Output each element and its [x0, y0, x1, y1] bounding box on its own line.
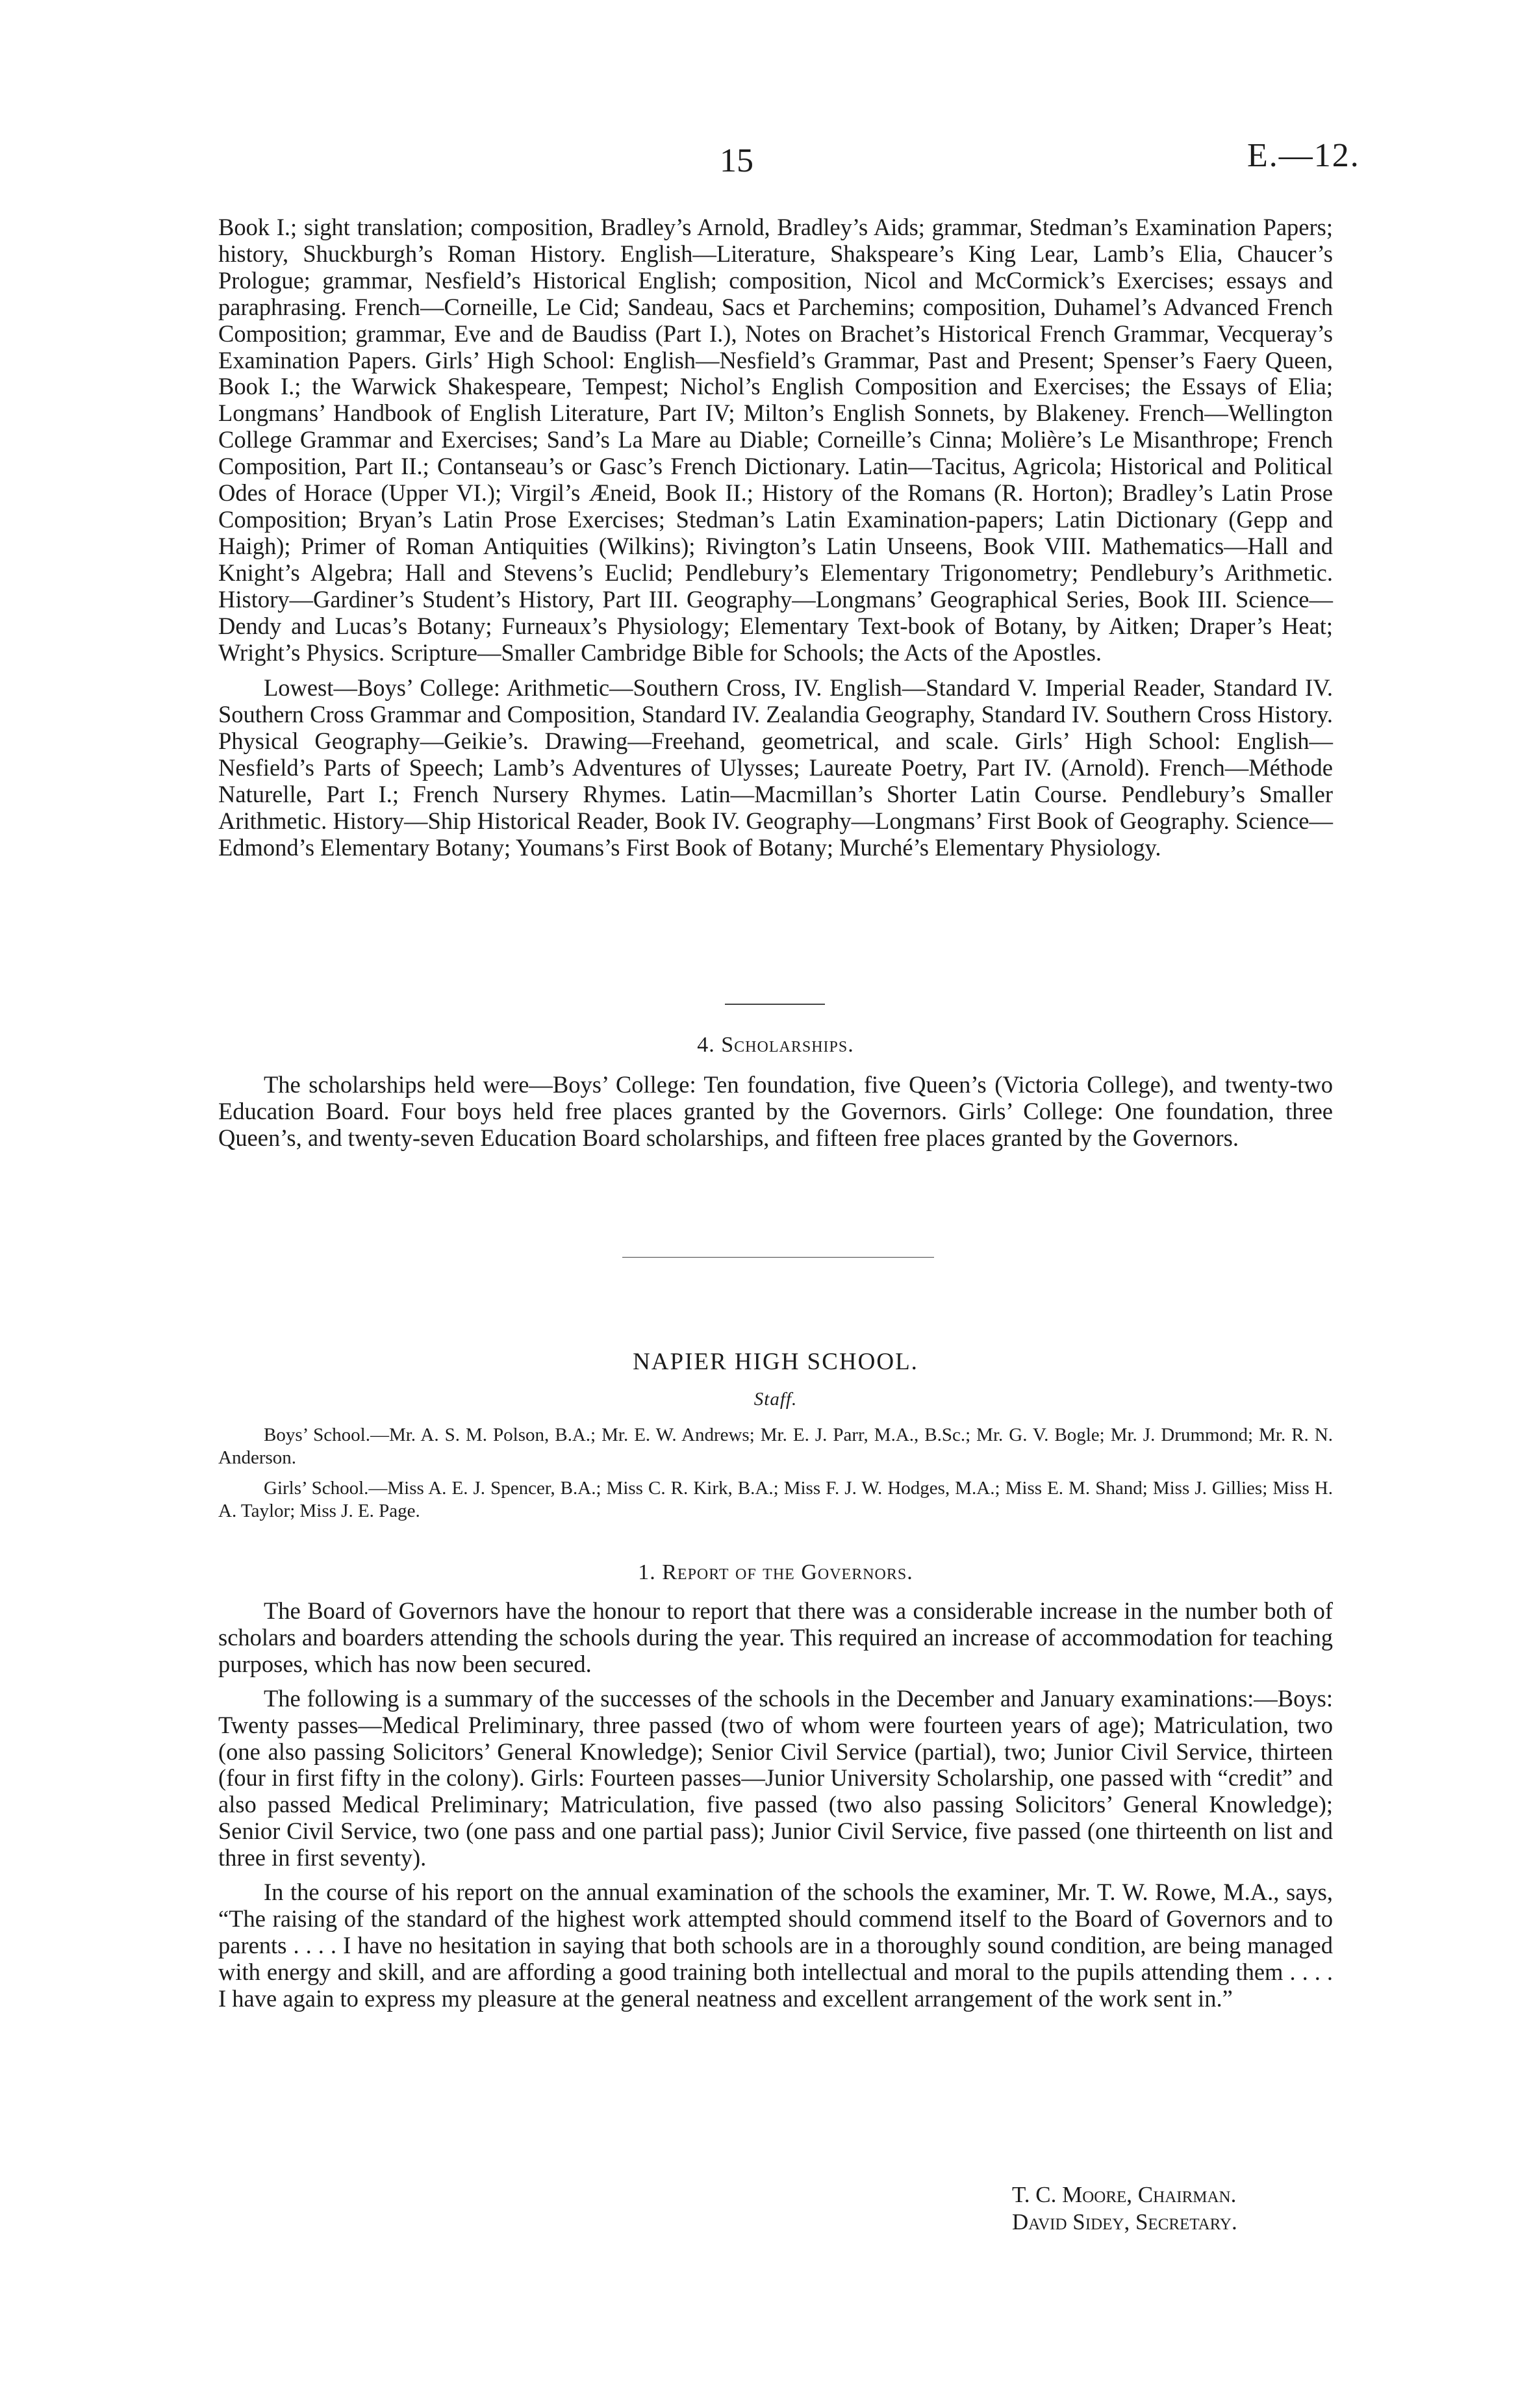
report-paragraph-2: The following is a summary of the successes of the schools in the December and January examinations:—Boys: Twenty passes—Medical Preliminary, three passed (two of whom were fourteen years of age); Matriculation, two (one also passing Solicitors’ General Knowledge); Senior Civil Service (partial), two; Junior Civil Service, thirteen (four in first fifty in the colony). Girls: Fourteen passes—Junior University Scholarship, one passed with “credit” and also passed Medical Preliminary; Matriculation, five passed (two also passing Solicitors’ General Knowledge); Senior Civil Service, two (one pass and one partial pass); Junior Civil Service, five passed (one thirteenth on list and three in first seventy). — [218, 1684, 1333, 1871]
continuation-section — [218, 214, 1333, 861]
continuation-paragraph-2: Lowest—Boys’ College: Arithmetic—Southern Cross, IV. English—Standard V. Imperial Reader, Standard IV. Southern Cross Grammar and Composition, Standard IV. Zealandia Geography, Standard IV. Southern Cross History. Physical Geography—Geikie’s. Drawing—Freehand, geometrical, and scale. Girls’ High School: English—Nesfield’s Parts of Speech; Lamb’s Adventures of Ulysses; Laureate Poetry, Part IV. (Arnold). French—Méthode Naturelle, Part I.; French Nursery Rhymes. Latin—Macmillan’s Shorter Latin Course. Pendlebury’s Smaller Arithmetic. History—Ship Historical Reader, Book IV. Geography—Longmans’ First Book of Geography. Science—Edmond’s Elementary Botany; Youmans’s First Book of Botany; Murché’s Elementary Physiology. — [218, 674, 1333, 861]
report-section — [218, 1598, 1333, 2012]
report-heading: 1. Report of the Governors. — [638, 1560, 913, 1584]
report-paragraph-1: The Board of Governors have the honour to report that there was a considerable increase in the number both of scholars and boarders attending the schools during the year. This required an increase of accommodation for teaching purposes, which has now been secured. — [218, 1597, 1333, 1677]
scholarships-heading: 4. Scholarships. — [697, 1033, 854, 1057]
report-paragraph-3: In the course of his report on the annual examination of the schools the examiner, Mr. T. W. Rowe, M.A., says, “The raising of the standard of the highest work attempted should commend itself to the Board of Governors and to parents . . . . I have no hesitation in saying that both schools are in a thoroughly sound condition, are being managed with energy and skill, and are affording a good training both intellectual and moral to the pupils attending them . . . . I have again to express my pleasure at the general neatness and excellent arrangement of the work sent in.” — [218, 1879, 1333, 2012]
scholarships-text: The scholarships held were—Boys’ College: Ten foundation, five Queen’s (Victoria College), and twenty-two Education Board. Four boys held free places granted by the Governors. Girls’ College: One foundation, three Queen’s, and twenty-seven Education Board scholarships, and fifteen free places granted by the Governors. — [218, 1071, 1333, 1151]
section-divider-long — [622, 1257, 934, 1258]
page-reference: E.—12. — [1247, 137, 1360, 174]
staff-section — [218, 1424, 1333, 1523]
signature-chairman: T. C. Moore, Chairman. — [1012, 2182, 1237, 2207]
signature-secretary: David Sidey, Secretary. — [1012, 2209, 1237, 2235]
school-title: NAPIER HIGH SCHOOL. — [633, 1349, 918, 1375]
boys-school-staff: Boys’ School.—Mr. A. S. M. Polson, B.A.; Mr. E. W. Andrews; Mr. E. J. Parr, M.A., B.Sc.; Mr. G. V. Bogle; Mr. J. Drummond; Mr. R. N. Anderson. — [218, 1425, 1333, 1468]
staff-heading: Staff. — [753, 1389, 798, 1410]
continuation-paragraph-1: Book I.; sight translation; composition, Bradley’s Arnold, Bradley’s Aids; grammar, Stedman’s Examination Papers; history, Shuckburgh’s Roman History. English—Literature, Shakspeare’s King Lear, Lamb’s Elia, Chaucer’s Prologue; grammar, Nesfield’s Historical English; composition, Nicol and McCormick’s Exercises; essays and paraphrasing. French—Corneille, Le Cid; Sandeau, Sacs et Parchemins; composition, Duhamel’s Advanced French Composition; grammar, Eve and de Baudiss (Part I.), Notes on Brachet’s Historical French Grammar, Vecqueray’s Examination Papers. Girls’ High School: English—Nesfield’s Grammar, Past and Present; Spenser’s Faery Queen, Book I.; the Warwick Shakespeare, Tempest; Nichol’s English Composition and Exercises; the Essays of Elia; Longmans’ Handbook of English Literature, Part IV; Milton’s English Sonnets, by Blakeney. French—Wellington College Grammar and Exercises; Sand’s La Mare au Diable; Corneille’s Cinna; Molière’s Le Misanthrope; French Composition, Part II.; Contanseau’s or Gasc’s French Dictionary. Latin—Tacitus, Agricola; Historical and Political Odes of Horace (Upper VI.); Virgil’s Æneid, Book II.; History of the Romans (R. Horton); Bradley’s Latin Prose Composition; Bryan’s Latin Prose Exercises; Stedman’s Latin Examination-papers; Latin Dictionary (Gepp and Haigh); Primer of Roman Antiquities (Wilkins); Rivington’s Latin Unseens, Book VIII. Mathematics—Hall and Knight’s Algebra; Hall and Stevens’s Euclid; Pendlebury’s Elementary Trigonometry; Pendlebury’s Arithmetic. History—Gardiner’s Student’s History, Part III. Geography—Longmans’ Geographical Series, Book III. Science—Dendy and Lucas’s Botany; Furneaux’s Physiology; Elementary Text-book of Botany, by Aitken; Draper’s Heat; Wright’s Physics. Scripture—Smaller Cambridge Bible for Schools; the Acts of the Apostles. — [218, 214, 1333, 666]
section-divider-short — [725, 1004, 825, 1005]
page-number: 15 — [720, 142, 753, 179]
girls-school-staff: Girls’ School.—Miss A. E. J. Spencer, B.A.; Miss C. R. Kirk, B.A.; Miss F. J. W. Hodges, M.A.; Miss E. M. Shand; Miss J. Gillies; Miss H. A. Taylor; Miss J. E. Page. — [218, 1478, 1333, 1521]
scholarships-section — [218, 1072, 1333, 1152]
